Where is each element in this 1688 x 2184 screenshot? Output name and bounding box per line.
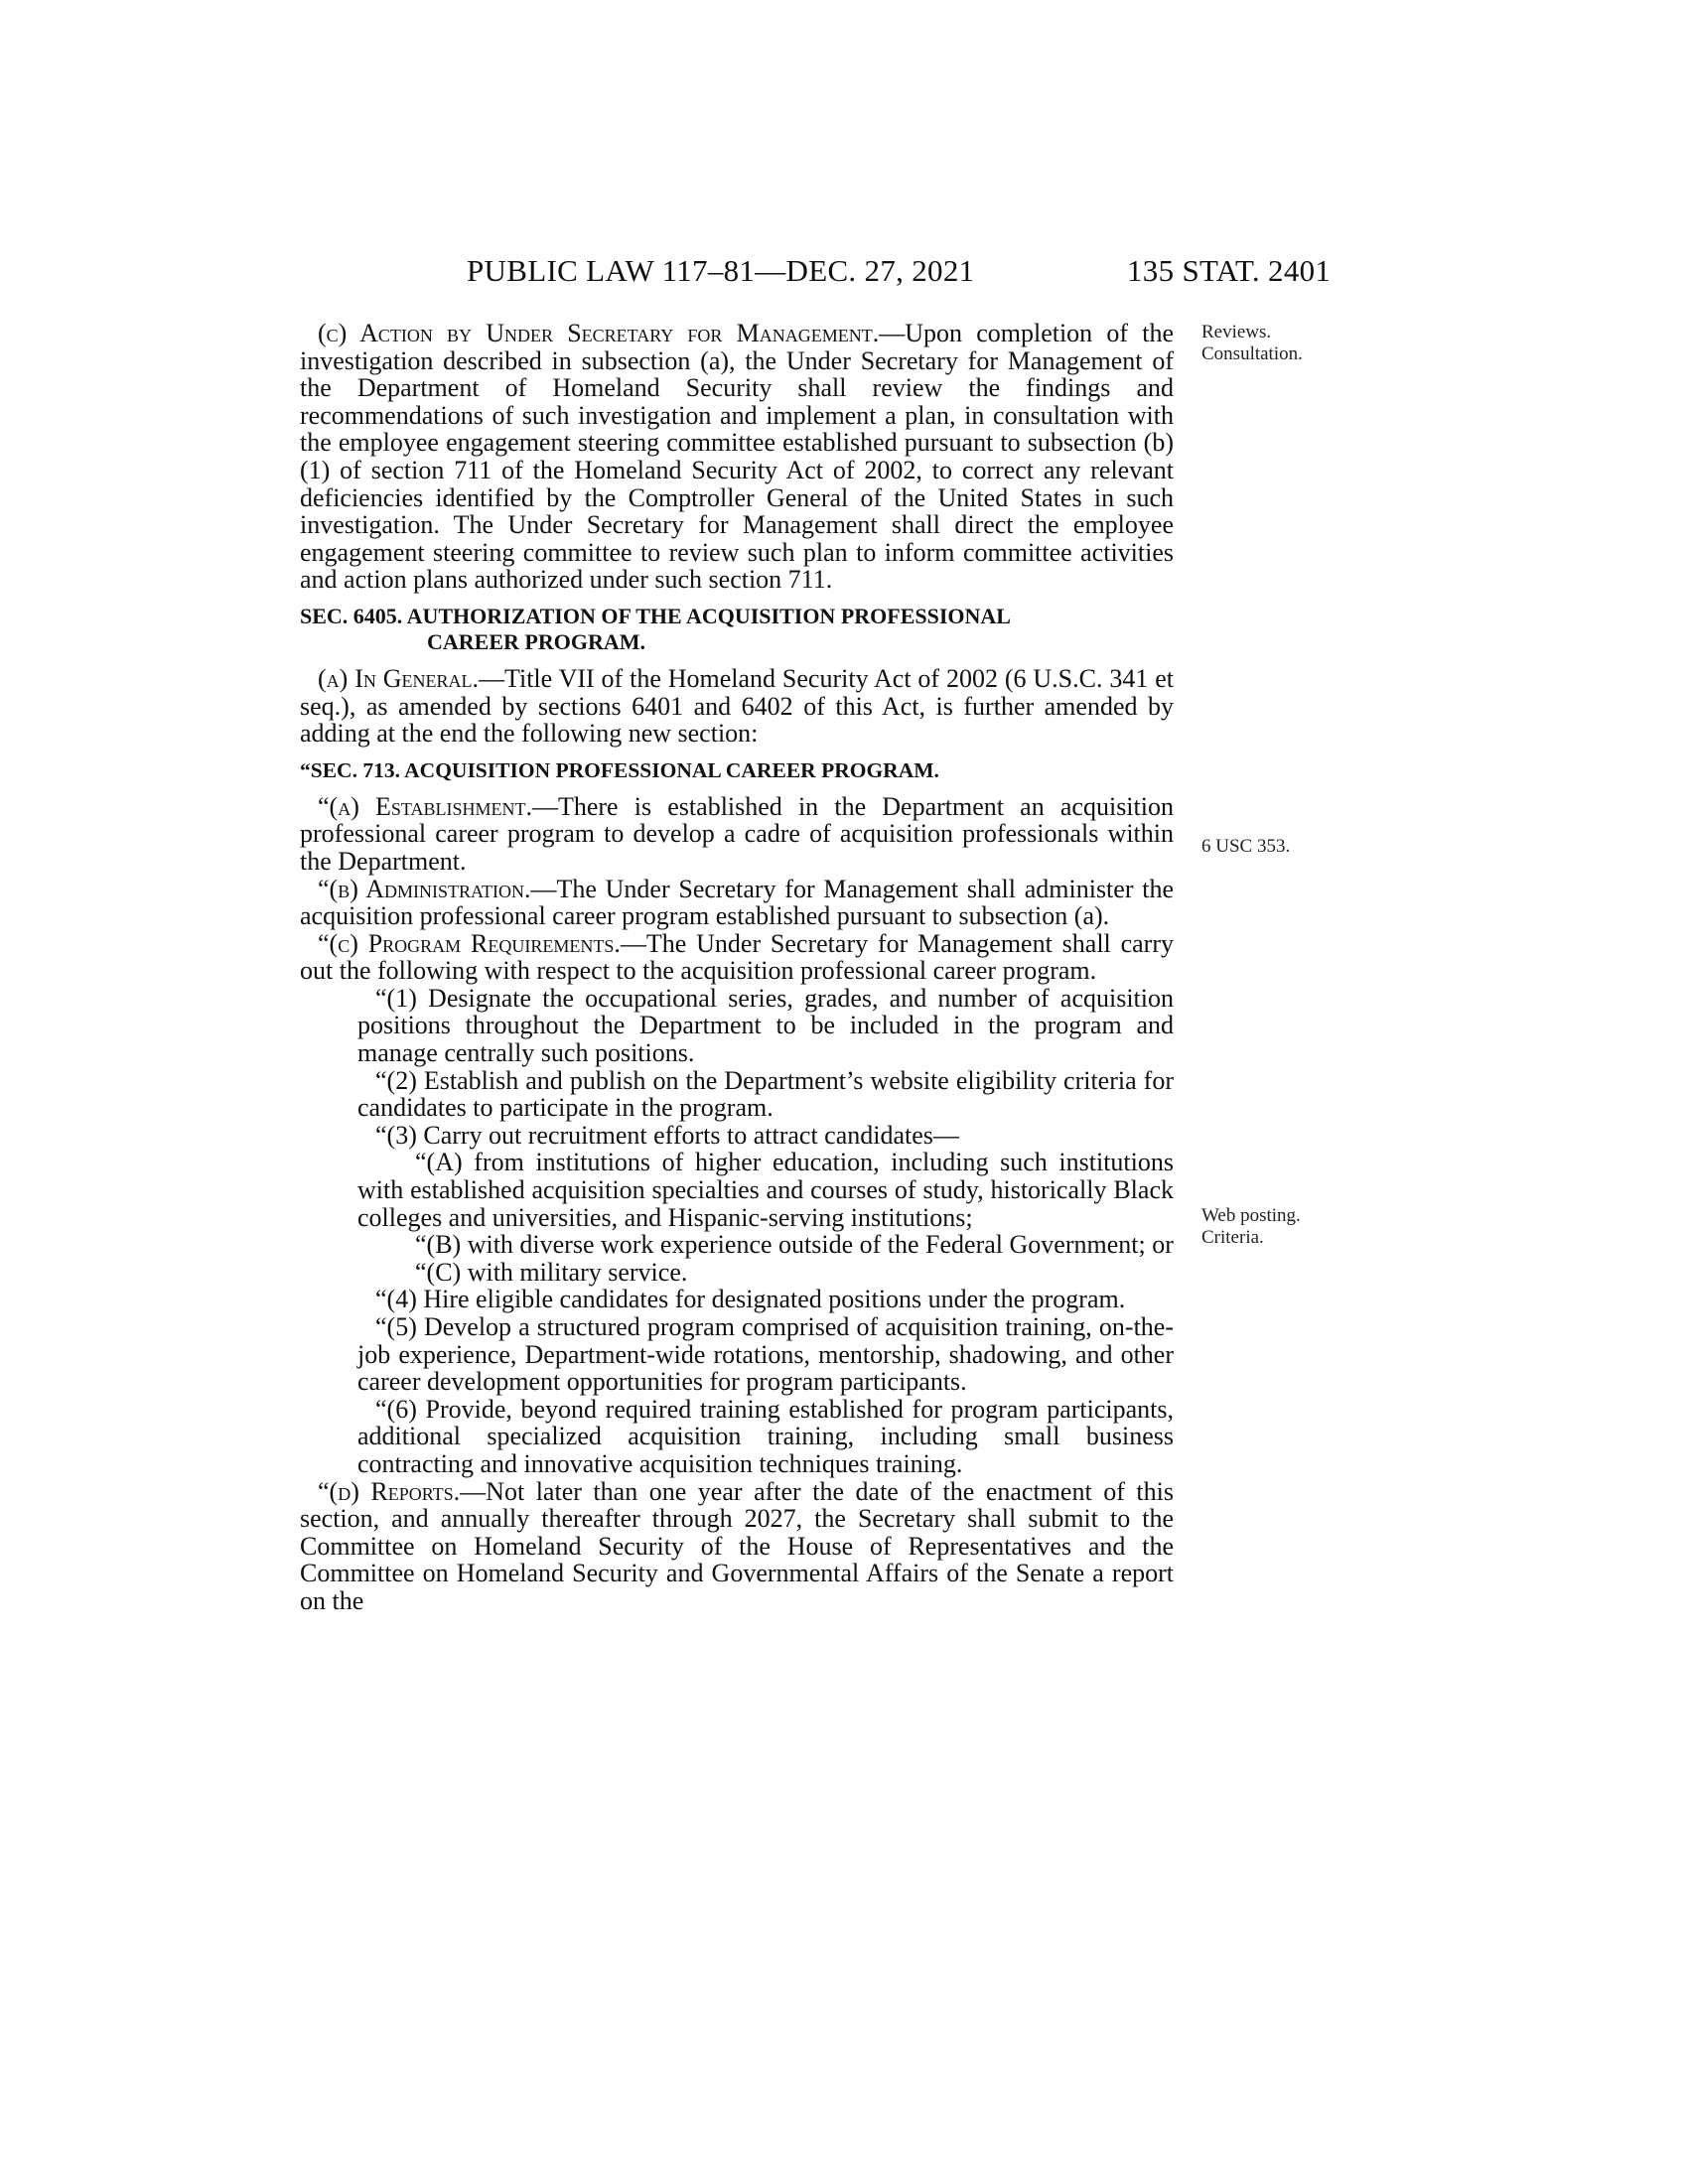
- subsection-a-heading: (a) In General.: [318, 663, 479, 693]
- paragraph-6: “(6) Provide, beyond required training established for program participants, additional specialized acquisition training, including small business contracting and innovative acquisition techniques training.: [357, 1394, 1174, 1478]
- subsection-a-text: —Title VII of the Homeland Security Act of 2002 (6 U.S.C. 341 et seq.), as amended by sections 6401 and 6402 of this Act, is further amended by adding at the end the following new section:: [300, 663, 1174, 749]
- running-head: PUBLIC LAW 117–81—DEC. 27, 2021: [467, 253, 975, 288]
- section-6405-heading-line2: CAREER PROGRAM.: [427, 628, 645, 654]
- section-713-b-heading: “(b) Administration.: [318, 874, 531, 903]
- section-713-a: [300, 793, 1174, 876]
- section-713-a-text: —There is established in the Department an acquisition professional career program to develop a cadre of acquisition professionals within the Department.: [300, 791, 1174, 876]
- margin-note-web-posting: Web posting.: [1201, 1205, 1301, 1226]
- section-713-c-heading: “(c) Program Requirements.: [318, 928, 621, 958]
- section-6405-heading: [300, 604, 1174, 655]
- section-713-d-heading: “(d) Reports.: [318, 1476, 461, 1506]
- paragraph-4: “(4) Hire eligible candidates for designated positions under the program.: [375, 1285, 1126, 1314]
- statute-page-number: 135 STAT. 2401: [1127, 253, 1332, 288]
- section-6405-heading-line1: SEC. 6405. AUTHORIZATION OF THE ACQUISITION PROFESSIONAL: [300, 603, 1011, 628]
- margin-note-usc-citation: 6 USC 353.: [1201, 836, 1291, 857]
- section-713-d: [300, 1478, 1174, 1615]
- subsection-c-heading: (c) Action by Under Secretary for Management.: [318, 319, 880, 347]
- margin-note-criteria: Criteria.: [1201, 1227, 1264, 1248]
- subsection-a: [300, 665, 1174, 748]
- section-713-b: [300, 876, 1174, 930]
- paragraph-2: “(2) Establish and publish on the Department’s website eligibility criteria for candidates to participate in the program.: [357, 1065, 1174, 1123]
- section-713-b-text: —The Under Secretary for Management shall administer the acquisition professional career program established pursuant to subsection (a).: [300, 874, 1175, 931]
- subsection-c-text: —Upon completion of the investigation described in subsection (a), the Under Secretary for Management of the Department of Homeland Security shall review the findings and recommendations of such investigation and implement a plan, in consultation with the employee engagement steering committee established pursuant to subsection (b)(1) of section 711 of the Homeland Security Act of 2002, to correct any relevant deficiencies identified by the Comptroller General of the United States in such investigation. The Under Secretary for Management shall direct the employee engagement steering committee to review such plan to inform committee activities and action plans authorized under such section 711.: [300, 319, 1174, 595]
- main-text: [300, 320, 1174, 1615]
- paragraph-5: “(5) Develop a structured program comprised of acquisition training, on-the-job experience, Department-wide rotations, mentorship, shadowing, and other career development opportunities for program participants.: [357, 1312, 1174, 1397]
- paragraph-3: “(3) Carry out recruitment efforts to attract candidates—: [375, 1120, 959, 1150]
- section-713-a-heading: “(a) Establishment.: [318, 791, 532, 821]
- margin-note-consultation: Consultation.: [1201, 343, 1303, 364]
- subsection-c: [300, 320, 1174, 594]
- section-713-c: [300, 930, 1174, 985]
- paragraph-1: “(1) Designate the occupational series, grades, and number of acquisition positions throughout the Department to be included in the program and manage centrally such positions.: [357, 983, 1174, 1068]
- subparagraph-C: “(C) with military service.: [415, 1257, 688, 1287]
- subparagraph-A: “(A) from institutions of higher education, including such institutions with established acquisition specialties and courses of study, historically Black colleges and universities, and Hispanic-serving institutions;: [357, 1148, 1174, 1232]
- section-713-d-text: —Not later than one year after the date of the enactment of this section, and annually thereafter through 2027, the Secretary shall submit to the Committee on Homeland Security of the House of Representatives and the Committee on Homeland Security and Governmental Affairs of the Senate a report on the: [300, 1476, 1174, 1615]
- subparagraph-B: “(B) with diverse work experience outside of the Federal Government; or: [415, 1230, 1174, 1260]
- section-713-heading: “SEC. 713. ACQUISITION PROFESSIONAL CAREER PROGRAM.: [300, 757, 939, 782]
- section-713-c-text: —The Under Secretary for Management shall carry out the following with respect to the acquisition professional career program.: [300, 928, 1174, 986]
- margin-note-reviews: Reviews.: [1201, 322, 1272, 342]
